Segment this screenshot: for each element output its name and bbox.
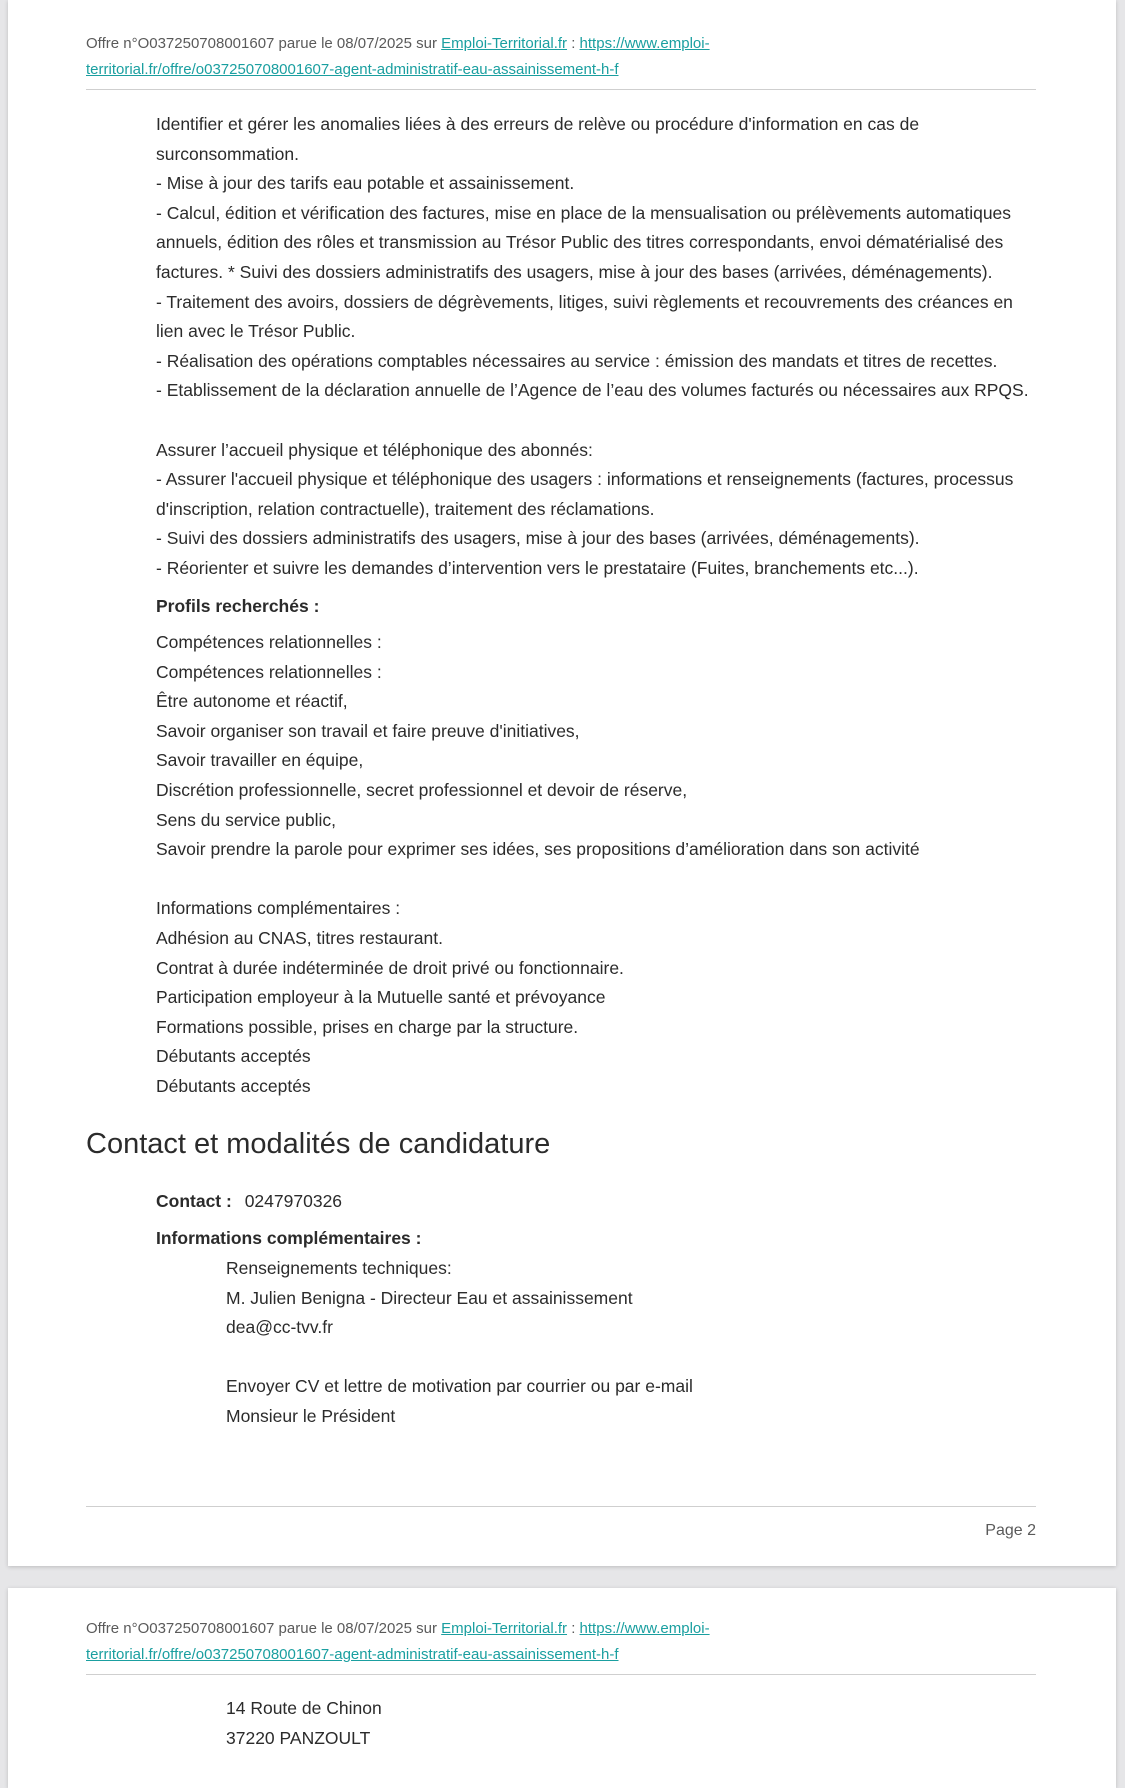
offer-url-link[interactable]: https://www.emploi- territorial.fr/offre/o037250708001607-agent-administratif-eau-assainissement-h-f <box>86 35 710 78</box>
profile-line: Participation employeur à la Mutuelle santé et prévoyance <box>156 987 606 1008</box>
mission-line: Assurer l’accueil physique et téléphonique des abonnés: <box>156 439 593 460</box>
mission-line: - Réorienter et suivre les demandes d’intervention vers le prestataire (Fuites, branchements etc...). <box>156 557 919 578</box>
profile-line: Débutants acceptés <box>156 1075 311 1096</box>
mission-line: surconsommation. <box>156 143 299 164</box>
profile-line: Être autonome et réactif, <box>156 691 348 712</box>
mission-line: lien avec le Trésor Public. <box>156 321 356 342</box>
profile-line: Savoir prendre la parole pour exprimer ses idées, ses propositions d’amélioration dans son activité <box>156 839 920 860</box>
mission-line: - Calcul, édition et vérification des factures, mise en place de la mensualisation ou prélèvements automatiques <box>156 202 1012 223</box>
page-header <box>86 1616 1036 1675</box>
page-header <box>86 31 1036 90</box>
profile-line: Discrétion professionnelle, secret professionnel et devoir de réserve, <box>156 779 688 800</box>
spacer <box>226 1343 693 1373</box>
site-link[interactable]: Emploi-Territorial.fr <box>441 35 568 52</box>
contact-row <box>156 1187 1036 1217</box>
info-line: M. Julien Benigna - Directeur Eau et assainissement <box>226 1287 633 1308</box>
profile-line: Contrat à durée indéterminée de droit privé ou fonctionnaire. <box>156 957 624 978</box>
info-line: Monsieur le Président <box>226 1405 396 1426</box>
profiles-heading: Profils recherchés : <box>156 596 320 616</box>
profile-line: Compétences relationnelles : <box>156 661 382 682</box>
footer-divider <box>86 1506 1036 1507</box>
contact-label: Contact : <box>156 1191 232 1211</box>
email-text: dea@cc-tvv.fr <box>226 1317 333 1338</box>
mission-line: - Etablissement de la déclaration annuelle de l’Agence de l’eau des volumes facturés ou nécessaires aux RPQS. <box>156 380 1029 401</box>
address-line: 14 Route de Chinon <box>226 1698 382 1718</box>
profile-line: Savoir organiser son travail et faire preuve d'initiatives, <box>156 720 580 741</box>
header-separator: : <box>571 35 576 52</box>
profile-line: Sens du service public, <box>156 809 336 830</box>
document-page <box>8 0 1116 1566</box>
mission-line: Identifier et gérer les anomalies liées à des erreurs de relève ou procédure d'information en cas de <box>156 114 920 134</box>
spacer <box>156 865 1036 895</box>
address-line: 37220 PANZOULT <box>226 1727 371 1748</box>
profile-line: Formations possible, prises en charge par la structure. <box>156 1016 579 1037</box>
page-number: Page 2 <box>985 1522 1036 1539</box>
info-line: Renseignements techniques: <box>226 1258 452 1278</box>
mission-line: - Traitement des avoirs, dossiers de dégrèvements, litiges, suivi règlements et recouvrements des créances en <box>156 291 1013 312</box>
mission-line: - Assurer l'accueil physique et téléphonique des usagers : informations et renseignements (factures, processus <box>156 469 1014 490</box>
document-page-next <box>8 1588 1116 1788</box>
mission-line: factures. * Suivi des dossiers administratifs des usagers, mise à jour des bases (arrivées, déménagements). <box>156 261 993 282</box>
profile-line: Adhésion au CNAS, titres restaurant. <box>156 927 443 948</box>
info-block <box>226 1254 693 1432</box>
mission-line: - Suivi des dossiers administratifs des usagers, mise à jour des bases (arrivées, déménagements). <box>156 528 920 549</box>
spacer <box>156 406 1036 436</box>
profile-line: Savoir travailler en équipe, <box>156 750 364 771</box>
profile-line: Informations complémentaires : <box>156 898 401 919</box>
section-title: Contact et modalités de candidature <box>86 1128 551 1160</box>
info-line: Envoyer CV et lettre de motivation par courrier ou par e-mail <box>226 1376 693 1397</box>
offer-url-link[interactable]: https://www.emploi- territorial.fr/offre/o037250708001607-agent-administratif-eau-assainissement-h-f <box>86 1620 710 1663</box>
mission-line: annuels, édition des rôles et transmission au Trésor Public des titres correspondants, envoi dématérialisé des <box>156 232 1004 253</box>
header-separator: : <box>571 1620 576 1637</box>
address-block <box>226 1694 382 1753</box>
site-link[interactable]: Emploi-Territorial.fr <box>441 1620 568 1637</box>
info-label: Informations complémentaires : <box>156 1228 422 1248</box>
missions-block <box>156 110 1036 584</box>
profile-line: Débutants acceptés <box>156 1046 311 1067</box>
mission-line: - Mise à jour des tarifs eau potable et assainissement. <box>156 173 575 194</box>
profile-line: Compétences relationnelles : <box>156 632 382 652</box>
offer-reference: Offre n°O037250708001607 parue le 08/07/2025 sur <box>86 35 437 52</box>
contact-phone: 0247970326 <box>244 1191 343 1211</box>
mission-line: - Réalisation des opérations comptables nécessaires au service : émission des mandats et titres de recettes. <box>156 350 998 371</box>
offer-reference: Offre n°O037250708001607 parue le 08/07/2025 sur <box>86 1620 437 1637</box>
mission-line: d'inscription, relation contractuelle), traitement des réclamations. <box>156 498 655 519</box>
profiles-block <box>156 628 1036 1102</box>
